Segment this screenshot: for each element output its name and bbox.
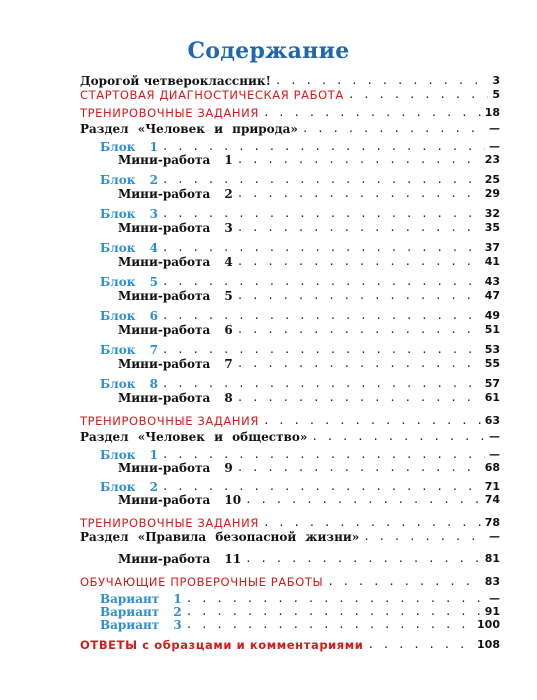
toc-page-number: 37 (484, 241, 500, 254)
toc-entry-mini-work[interactable] (118, 357, 500, 371)
toc-entry-mini-work[interactable] (118, 187, 500, 201)
toc-entry-text: Раздел «Правила безопасной жизни» (80, 530, 360, 544)
toc-entry-section-society[interactable] (80, 430, 500, 444)
toc-entry-text: Блок 5 (100, 275, 158, 289)
toc-entry-text: Раздел «Человек и природа» (80, 122, 298, 136)
toc-entry-text: Блок 4 (100, 241, 158, 255)
toc-page-number: 3 (492, 74, 500, 87)
toc-entry-mini-work[interactable] (118, 493, 500, 507)
toc-entry-text: Мини-работа 6 (118, 323, 233, 337)
toc-entry-text: Мини-работа 10 (118, 493, 242, 507)
leader-dots (162, 275, 481, 289)
leader-dots (237, 461, 481, 475)
toc-entry-section-nature[interactable] (80, 122, 500, 136)
leader-dots (162, 448, 485, 462)
toc-entry-mini-work[interactable] (118, 153, 500, 167)
toc-page-number: 51 (484, 323, 500, 336)
toc-entry-text: Мини-работа 8 (118, 391, 233, 405)
toc-entry-training-3[interactable] (80, 516, 500, 530)
toc-entry-variant[interactable] (100, 592, 500, 606)
toc-page-number: 49 (484, 309, 500, 322)
toc-page-number: 57 (484, 377, 500, 390)
toc-entry-mini-work[interactable] (118, 552, 500, 566)
page-title: Содержание (187, 38, 350, 64)
toc-page-number: 5 (492, 88, 500, 101)
toc-entry-block[interactable] (100, 207, 500, 221)
toc-entry-block[interactable] (100, 140, 500, 154)
toc-page-number: 83 (484, 575, 500, 588)
toc-entry-text: Мини-работа 11 (118, 552, 242, 566)
toc-entry-answers[interactable] (80, 638, 500, 652)
toc-page-number: 61 (484, 391, 500, 404)
toc-page-number: — (489, 122, 500, 135)
toc-entry-text: Блок 1 (100, 448, 158, 462)
leader-dots (327, 575, 480, 589)
toc-page-number: — (489, 430, 500, 443)
toc-entry-block[interactable] (100, 480, 500, 494)
toc-entry-start-diagnostic[interactable] (80, 88, 500, 102)
toc-page-number: 18 (484, 106, 500, 119)
toc-page-number: 71 (484, 480, 500, 493)
toc-entry-mini-work[interactable] (118, 255, 500, 269)
leader-dots (237, 255, 481, 269)
toc-entry-text: СТАРТОВАЯ ДИАГНОСТИЧЕСКАЯ РАБОТА (80, 88, 344, 102)
toc-entry-text: Блок 6 (100, 309, 158, 323)
toc-entry-mini-work[interactable] (118, 289, 500, 303)
leader-dots (245, 493, 481, 507)
leader-dots (162, 173, 481, 187)
leader-dots (162, 309, 481, 323)
toc-entry-text: ТРЕНИРОВОЧНЫЕ ЗАДАНИЯ (80, 106, 259, 120)
toc-entry-text: Блок 1 (100, 140, 158, 154)
toc-page-number: 68 (484, 461, 500, 474)
toc-entry-text: Мини-работа 1 (118, 153, 233, 167)
toc-page-number: — (489, 592, 500, 605)
toc-page-number: 100 (477, 618, 500, 631)
leader-dots (162, 241, 481, 255)
leader-dots (348, 88, 488, 102)
toc-entry-block[interactable] (100, 343, 500, 357)
toc-entry-variant[interactable] (100, 605, 500, 619)
leader-dots (245, 552, 481, 566)
toc-entry-intro[interactable] (80, 74, 500, 88)
toc-entry-text: Дорогой четвероклассник! (80, 74, 271, 88)
leader-dots (237, 357, 481, 371)
leader-dots (186, 618, 473, 632)
toc-entry-text: Раздел «Человек и общество» (80, 430, 308, 444)
toc-entry-text: Мини-работа 7 (118, 357, 233, 371)
toc-entry-text: ТРЕНИРОВОЧНЫЕ ЗАДАНИЯ (80, 516, 259, 530)
toc-page-number: 23 (484, 153, 500, 166)
toc-entry-mini-work[interactable] (118, 221, 500, 235)
toc-page-number: 47 (484, 289, 500, 302)
leader-dots (363, 530, 485, 544)
toc-entry-text: Мини-работа 5 (118, 289, 233, 303)
toc-page-number: 63 (484, 414, 500, 427)
leader-dots (237, 153, 481, 167)
toc-entry-block[interactable] (100, 448, 500, 462)
toc-entry-text: Мини-работа 2 (118, 187, 233, 201)
toc-entry-text: Мини-работа 3 (118, 221, 233, 235)
toc-entry-text: Мини-работа 4 (118, 255, 233, 269)
toc-page-number: 29 (484, 187, 500, 200)
toc-entry-text: Блок 3 (100, 207, 158, 221)
toc-entry-text: Мини-работа 9 (118, 461, 233, 475)
leader-dots (311, 430, 485, 444)
toc-entry-section-safety[interactable] (80, 530, 500, 544)
leader-dots (162, 140, 485, 154)
leader-dots (162, 480, 481, 494)
toc-entry-text: Вариант 1 (100, 592, 182, 606)
leader-dots (237, 391, 481, 405)
toc-page-number: 25 (484, 173, 500, 186)
toc-entry-training-1[interactable] (80, 106, 500, 120)
leader-dots (367, 638, 473, 652)
toc-entry-text: ТРЕНИРОВОЧНЫЕ ЗАДАНИЯ (80, 414, 259, 428)
toc-entry-mini-work[interactable] (118, 461, 500, 475)
leader-dots (263, 516, 481, 530)
leader-dots (263, 106, 481, 120)
toc-page-number: — (489, 140, 500, 153)
toc-page-number: 91 (484, 605, 500, 618)
toc-entry-block[interactable] (100, 241, 500, 255)
leader-dots (186, 592, 485, 606)
toc-page-number: 43 (484, 275, 500, 288)
leader-dots (275, 74, 488, 88)
toc-entry-text: Блок 8 (100, 377, 158, 391)
leader-dots (237, 289, 481, 303)
toc-page-number: 81 (484, 552, 500, 565)
leader-dots (302, 122, 485, 136)
toc-page-number: 78 (484, 516, 500, 529)
toc-page-number: — (489, 448, 500, 461)
leader-dots (162, 207, 481, 221)
leader-dots (237, 323, 481, 337)
toc-page-number: — (489, 530, 500, 543)
toc-page-number: 35 (484, 221, 500, 234)
toc-entry-text: Блок 2 (100, 173, 158, 187)
toc-page-number: 74 (484, 493, 500, 506)
toc-entry-text: ОБУЧАЮЩИЕ ПРОВЕРОЧНЫЕ РАБОТЫ (80, 575, 324, 589)
toc-entry-checking-works[interactable] (80, 575, 500, 589)
leader-dots (237, 187, 481, 201)
toc-entry-text: Вариант 3 (100, 618, 182, 632)
toc-entry-training-2[interactable] (80, 414, 500, 428)
toc-entry-text: Вариант 2 (100, 605, 182, 619)
toc-entry-block[interactable] (100, 377, 500, 391)
toc-entry-block[interactable] (100, 309, 500, 323)
toc-entry-text: ОТВЕТЫ с образцами и комментариями (80, 638, 364, 652)
toc-page-number: 41 (484, 255, 500, 268)
leader-dots (162, 343, 481, 357)
toc-page-number: 32 (484, 207, 500, 220)
leader-dots (263, 414, 481, 428)
toc-entry-variant[interactable] (100, 618, 500, 632)
toc-entry-text: Блок 7 (100, 343, 158, 357)
toc-page-number: 55 (484, 357, 500, 370)
toc-entry-text: Блок 2 (100, 480, 158, 494)
toc-entry-block[interactable] (100, 173, 500, 187)
leader-dots (162, 377, 481, 391)
leader-dots (237, 221, 481, 235)
toc-page-number: 53 (484, 343, 500, 356)
toc-entry-block[interactable] (100, 275, 500, 289)
toc-page-number: 108 (477, 638, 500, 651)
toc-entry-mini-work[interactable] (118, 323, 500, 337)
toc-entry-mini-work[interactable] (118, 391, 500, 405)
leader-dots (186, 605, 481, 619)
